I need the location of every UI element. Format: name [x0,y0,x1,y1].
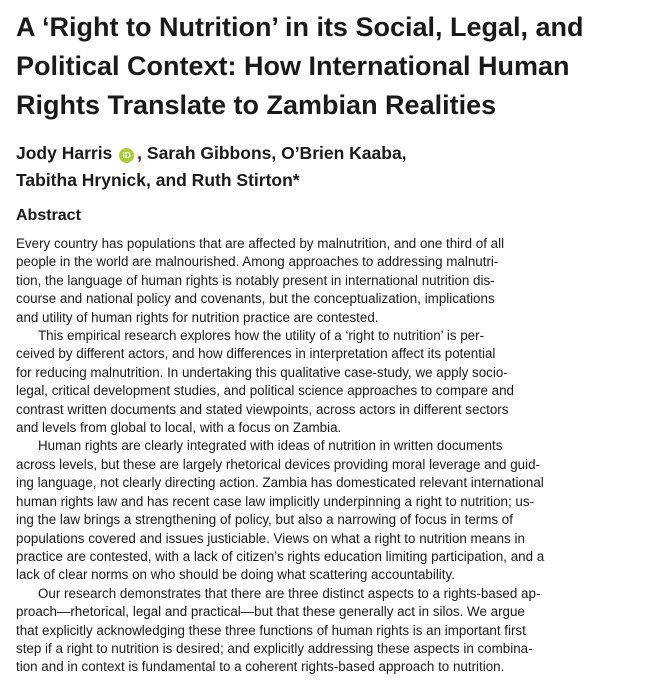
abstract-body [16,235,650,677]
abstract-paragraph [16,437,650,584]
author-line: Tabitha Hrynick, and Ruth Stirton* [16,170,300,190]
title-line: Rights Translate to Zambian Realities [16,90,497,120]
abstract-line: Our research demonstrates that there are three distinct aspects to a rights-based ap- [38,585,541,601]
abstract-line: Every country has populations that are affected by malnutrition, and one third of all [16,236,505,251]
abstract-line: contrast written documents and stated viewpoints, across actors in different sectors [16,401,509,417]
abstract-heading: Abstract [16,207,81,224]
author-names: , Sarah Gibbons, O’Brien Kaaba, [137,143,407,163]
abstract-line: lack of clear norms on who should be doing what scattering accountability. [16,567,455,583]
abstract-line: people in the world are malnourished. Among approaches to addressing malnutri- [16,254,499,270]
abstract-line: ceived by different actors, and how differences in interpretation affect its potential [16,346,496,362]
abstract-line: across levels, but these are largely rhetorical devices providing moral leverage and guid- [16,456,540,472]
abstract-line: human rights law and has recent case law implicitly underpinning a right to nutrition; us- [16,493,535,509]
abstract-line: tion, the language of human rights is notably present in international nutrition dis- [16,272,495,288]
abstract-line: ing language, not clearly directing action. Zambia has domesticated relevant international [16,475,544,491]
abstract-line: practice are contested, with a lack of citizen’s rights education limiting participation, and a [16,548,545,564]
author-name: Jody Harris [16,143,113,163]
abstract-line: legal, critical development studies, and political science approaches to compare and [16,383,514,399]
abstract-line: tion and in context is fundamental to a coherent rights-based approach to nutrition. [16,659,505,675]
abstract-line: proach—rhetorical, legal and practical—but that these generally act in silos. We argue [16,604,525,620]
article-title [16,8,652,125]
abstract-line: and utility of human rights for nutrition practice are contested. [16,309,379,325]
abstract-line: course and national policy and covenants, but the conceptualization, implications [16,291,495,307]
abstract-line: This empirical research explores how the utility of a ‘right to nutrition’ is per- [38,328,485,344]
abstract-line: that explicitly acknowledging these three functions of human rights is an important first [16,622,526,638]
abstract-line: Human rights are clearly integrated with ideas of nutrition in written documents [38,438,503,454]
abstract-line: step if a right to nutrition is desired; and explicitly addressing these aspects in combina- [16,640,533,656]
author-list [16,140,646,194]
abstract-paragraph [16,235,650,327]
abstract-paragraph [16,327,650,437]
abstract-line: and levels from global to local, with a focus on Zambia. [16,420,342,436]
title-line: Political Context: How International Human [16,51,570,81]
abstract-paragraph [16,585,650,677]
orcid-icon[interactable]: iD [119,148,134,163]
abstract-line: ing the law brings a strengthening of policy, but also a narrowing of focus in terms of [16,512,513,528]
author-line [16,140,646,167]
abstract-line: populations covered and issues justiciable. Views on what a right to nutrition means in [16,530,525,546]
title-line: A ‘Right to Nutrition’ in its Social, Legal, and [16,12,584,42]
abstract-line: for reducing malnutrition. In undertaking this qualitative case-study, we apply socio- [16,364,508,380]
